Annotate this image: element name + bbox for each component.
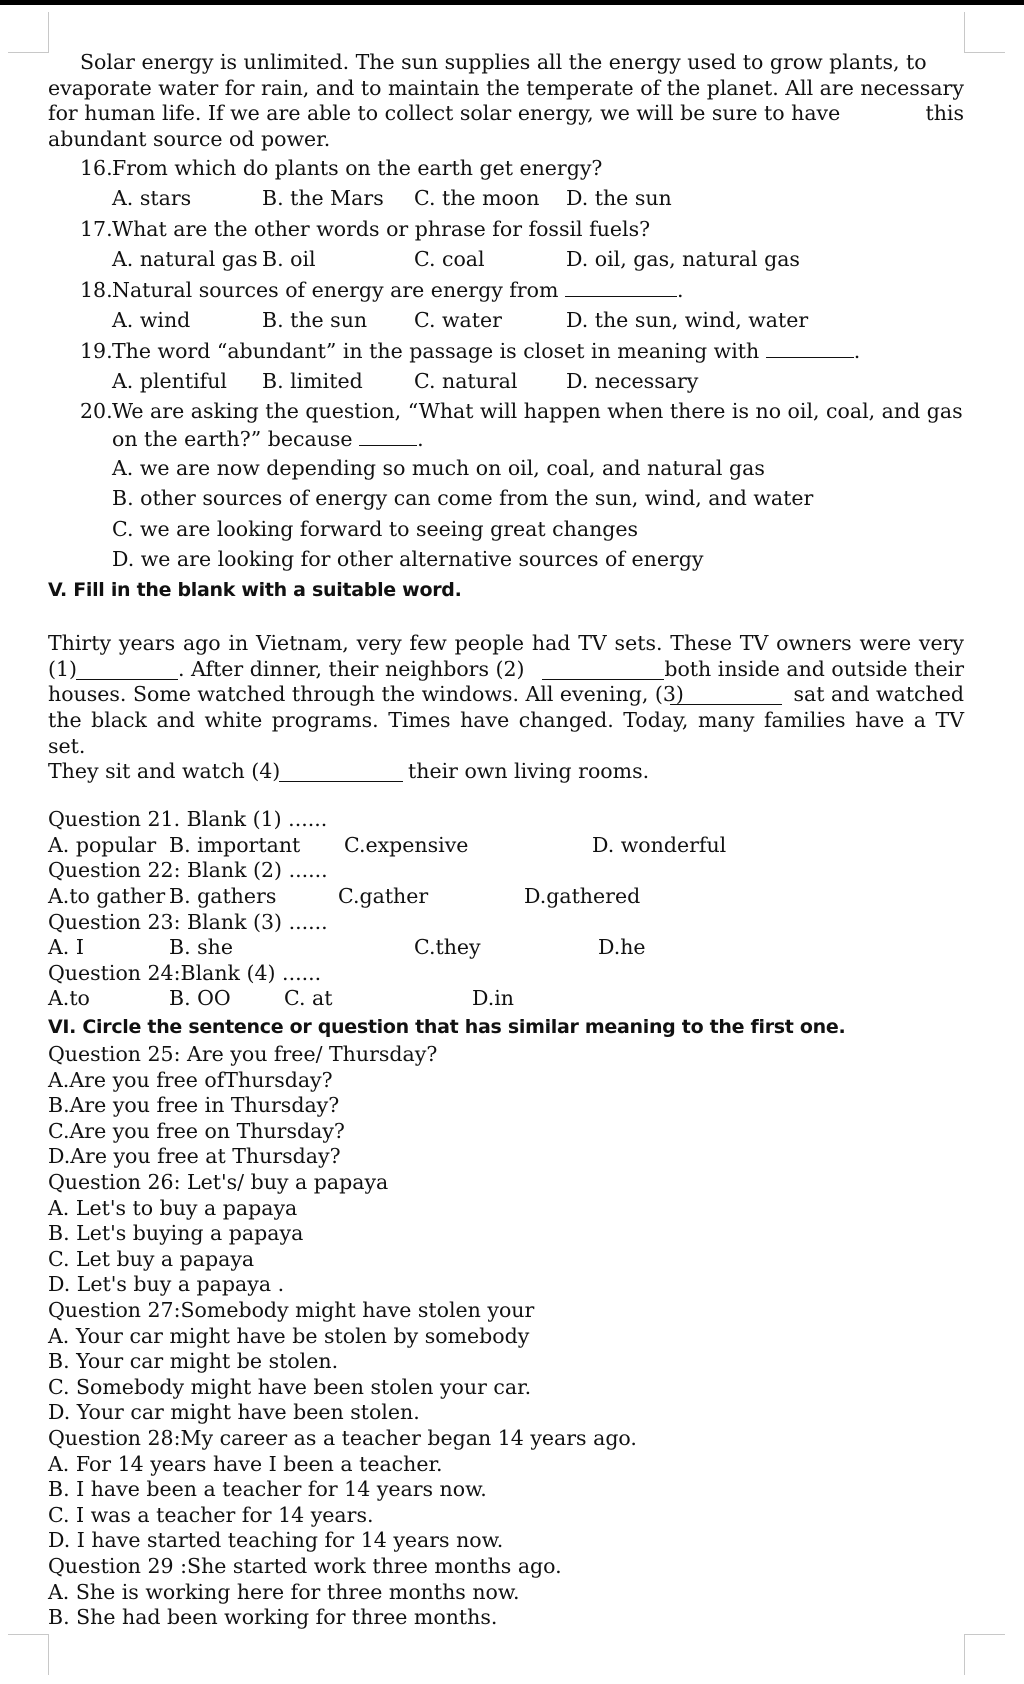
option-d[interactable]: D. the sun, wind, water xyxy=(566,307,809,332)
answer-blank[interactable] xyxy=(766,339,854,358)
question-18: 18.Natural sources of energy are energy from . xyxy=(80,277,684,302)
question-24-label: Question 24:Blank (4) ...... xyxy=(48,960,322,985)
q25-option-d[interactable]: D.Are you free at Thursday? xyxy=(48,1144,341,1169)
options-17 xyxy=(112,244,964,275)
options-21 xyxy=(48,833,964,859)
q26-option-b[interactable]: B. Let's buying a papaya xyxy=(48,1221,304,1246)
option-a[interactable]: A. plentiful xyxy=(112,368,227,393)
passage-line: evaporate water for rain, and to maintain the temperate of the planet. All are necessary xyxy=(48,75,964,100)
q25-stem: Question 25: Are you free/ Thursday? xyxy=(48,1042,438,1067)
option-b[interactable]: B. other sources of energy can come from the sun, wind, and water xyxy=(112,486,814,511)
option-a[interactable]: A. I xyxy=(48,935,84,960)
reading-passage xyxy=(48,50,964,153)
option-a[interactable]: A. natural gas xyxy=(112,246,258,271)
question-23-label: Question 23: Blank (3) ...... xyxy=(48,909,328,934)
cloze-blank-4[interactable] xyxy=(279,763,403,782)
passage-line: this xyxy=(925,101,964,126)
q27-option-c[interactable]: C. Somebody might have been stolen your car. xyxy=(48,1374,532,1399)
options-16 xyxy=(112,183,964,214)
option-d[interactable]: D. necessary xyxy=(566,368,699,393)
option-c[interactable]: C. coal xyxy=(414,246,485,271)
option-c[interactable]: C. we are looking forward to seeing great changes xyxy=(112,516,639,541)
question-text: Natural sources of energy are energy from xyxy=(112,277,559,302)
q28-option-c[interactable]: C. I was a teacher for 14 years. xyxy=(48,1502,374,1527)
q29-option-b[interactable]: B. She had been working for three months. xyxy=(48,1605,498,1630)
q29-option-a[interactable]: A. She is working here for three months now. xyxy=(48,1579,520,1604)
option-a[interactable]: A. we are now depending so much on oil, coal, and natural gas xyxy=(112,455,765,480)
options-19 xyxy=(112,366,964,397)
options-23 xyxy=(48,935,964,961)
question-20-continued: on the earth?” because . xyxy=(112,426,424,451)
options-22 xyxy=(48,884,964,910)
answer-blank[interactable] xyxy=(359,427,417,446)
option-a[interactable]: A. popular xyxy=(48,832,157,857)
passage-line: abundant source od power. xyxy=(48,127,331,152)
options-24 xyxy=(48,986,964,1012)
q29-stem: Question 29 :She started work three months ago. xyxy=(48,1553,562,1578)
q25-option-a[interactable]: A.Are you free ofThursday? xyxy=(48,1067,333,1092)
question-17: 17.What are the other words or phrase for fossil fuels? xyxy=(80,216,651,241)
cloze-line: the black and white programs. Times have changed. Today, many families have a TV set. xyxy=(48,707,964,758)
option-c[interactable]: C. natural xyxy=(414,368,518,393)
question-20: 20.We are asking the question, “What will happen when there is no oil, coal, and gas xyxy=(80,398,963,423)
question-22-label: Question 22: Blank (2) ...... xyxy=(48,858,328,883)
option-d[interactable]: D. oil, gas, natural gas xyxy=(566,246,800,271)
q25-option-b[interactable]: B.Are you free in Thursday? xyxy=(48,1093,340,1118)
option-b[interactable]: B. the Mars xyxy=(262,185,384,210)
q25-option-c[interactable]: C.Are you free on Thursday? xyxy=(48,1118,345,1143)
cloze-blank-1[interactable] xyxy=(76,661,178,680)
q27-option-d[interactable]: D. Your car might have been stolen. xyxy=(48,1400,420,1425)
cloze-line: Thirty years ago in Vietnam, very few people had TV sets. These TV owners were very xyxy=(48,630,964,655)
option-d[interactable]: D.gathered xyxy=(524,883,641,908)
q26-option-a[interactable]: A. Let's to buy a papaya xyxy=(48,1195,298,1220)
top-edge-bar xyxy=(0,0,1024,5)
question-16: 16.From which do plants on the earth get energy? xyxy=(80,155,603,180)
question-19: 19.The word “abundant” in the passage is closet in meaning with . xyxy=(80,338,861,363)
options-18 xyxy=(112,305,964,336)
passage-line: Solar energy is unlimited. The sun supplies all the energy used to grow plants, to xyxy=(80,50,927,74)
document-page xyxy=(48,50,964,1631)
question-text: What are the other words or phrase for fossil fuels? xyxy=(112,216,651,241)
option-d[interactable]: D.in xyxy=(472,986,514,1011)
option-c[interactable]: C. water xyxy=(414,307,502,332)
option-c[interactable]: C.expensive xyxy=(344,832,469,857)
option-b[interactable]: B. gathers xyxy=(169,883,277,908)
option-c[interactable]: C. at xyxy=(284,986,333,1011)
crop-mark-bottom-right xyxy=(964,1634,1005,1675)
option-c[interactable]: C.gather xyxy=(338,883,429,908)
section-heading-v: V. Fill in the blank with a suitable word. xyxy=(48,578,462,601)
option-d[interactable]: D.he xyxy=(598,935,646,960)
option-b[interactable]: B. oil xyxy=(262,246,316,271)
option-a[interactable]: A.to xyxy=(48,986,90,1011)
crop-mark-bottom-left xyxy=(8,1634,49,1675)
passage-line: for human life. If we are able to collect solar energy, we will be sure to have xyxy=(48,101,841,126)
option-d[interactable]: D. we are looking for other alternative sources of energy xyxy=(112,547,704,572)
q26-option-c[interactable]: C. Let buy a papaya xyxy=(48,1246,255,1271)
q28-stem: Question 28:My career as a teacher began 14 years ago. xyxy=(48,1426,637,1450)
q28-option-d[interactable]: D. I have started teaching for 14 years now. xyxy=(48,1528,504,1553)
option-b[interactable]: B. important xyxy=(169,832,301,857)
option-a[interactable]: A. wind xyxy=(112,307,191,332)
question-text: From which do plants on the earth get energy? xyxy=(112,155,603,180)
answer-blank[interactable] xyxy=(565,278,677,297)
question-text: We are asking the question, “What will happen when there is no oil, coal, and gas xyxy=(112,398,963,423)
option-a[interactable]: A.to gather xyxy=(48,883,166,908)
q27-stem: Question 27:Somebody might have stolen your xyxy=(48,1298,535,1323)
crop-mark-top-right xyxy=(964,12,1005,53)
option-c[interactable]: C.they xyxy=(414,935,481,960)
option-b[interactable]: B. the sun xyxy=(262,307,368,332)
q26-stem: Question 26: Let's/ buy a papaya xyxy=(48,1170,389,1195)
cloze-blank-2[interactable] xyxy=(542,661,664,680)
cloze-blank-3[interactable] xyxy=(670,686,782,705)
option-b[interactable]: B. limited xyxy=(262,368,363,393)
q28-option-b[interactable]: B. I have been a teacher for 14 years now. xyxy=(48,1477,487,1502)
option-a[interactable]: A. stars xyxy=(112,185,192,210)
option-c[interactable]: C. the moon xyxy=(414,185,540,210)
option-b[interactable]: B. she xyxy=(169,935,233,960)
q26-option-d[interactable]: D. Let's buy a papaya . xyxy=(48,1272,285,1297)
option-b[interactable]: B. OO xyxy=(169,986,231,1011)
question-21-label: Question 21. Blank (1) ...... xyxy=(48,806,328,831)
q27-option-a[interactable]: A. Your car might have be stolen by somebody xyxy=(48,1323,530,1348)
section-heading-vi: VI. Circle the sentence or question that has similar meaning to the first one. xyxy=(48,1016,846,1039)
option-d[interactable]: D. wonderful xyxy=(592,832,727,857)
crop-mark-top-left xyxy=(8,12,49,53)
option-d[interactable]: D. the sun xyxy=(566,185,672,210)
question-text: The word “abundant” in the passage is closet in meaning with xyxy=(112,338,760,363)
cloze-passage: Thirty years ago in Vietnam, very few people had TV sets. These TV owners were very (1) . After dinner, their neighbors (2) both inside and outside their houses. Some watched through the windows. All evening, (3) sat and watched the black and white programs. Times have changed. Today, many families have a TV set. They sit and watch (4) their own living rooms. xyxy=(48,630,964,784)
q27-option-b[interactable]: B. Your car might be stolen. xyxy=(48,1349,339,1374)
q28-option-a[interactable]: A. For 14 years have I been a teacher. xyxy=(48,1451,443,1476)
